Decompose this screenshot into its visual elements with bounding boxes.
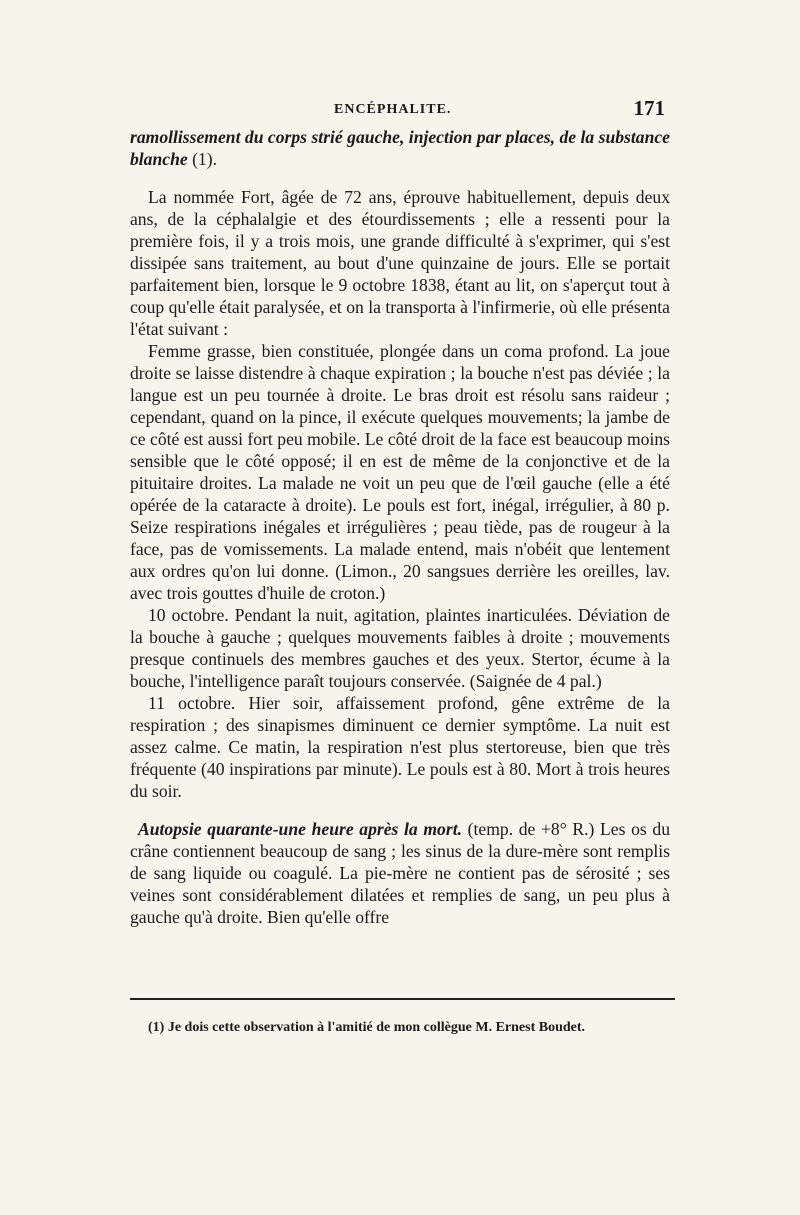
- page-number: 171: [633, 96, 665, 120]
- footnote-reference: (1).: [187, 149, 217, 169]
- paragraph-october-10: 10 octobre. Pendant la nuit, agitation, plaintes inarticulées. Déviation de la bouche à gauche ; quelques mouvements faibles à droite ; mouvements presque continuels des membres gauches et des yeux. Stertor, écume à la bouche, l'intelligence paraît toujours conservée. (Saignée de 4 pal.): [130, 605, 670, 691]
- paragraph-autopsy: [130, 818, 670, 928]
- body-text: [130, 126, 670, 928]
- footnote: (1) Je dois cette observation à l'amitié de mon collègue M. Ernest Boudet.: [148, 1020, 586, 1035]
- autopsy-heading: Autopsie quarante-une heure après la mort.: [138, 819, 462, 839]
- paragraph-initial-state: Femme grasse, bien constituée, plongée dans un coma profond. La joue droite se laisse distendre à chaque expiration ; la bouche n'est pas déviée ; la langue est un peu tournée à droite. Le bras droit est résolu sans raideur ; cependant, quand on la pince, il exécute quelques mouvements; la jambe de ce côté est aussi fort peu mobile. Le côté droit de la face est beaucoup moins sensible que le côté opposé; il en est de même de la conjonctive et de la pituitaire droites. La malade ne voit un peu que de l'œil gauche (elle a été opérée de la cataracte à droite). Le pouls est fort, inégal, irrégulier, à 80 p. Seize respirations inégales et irrégulières ; peau tiède, pas de rougeur à la face, pas de vomissements. La malade entend, mais n'obéit que lentement aux ordres qu'on lui donne. (Limon., 20 sangsues derrière les oreilles, lav. avec trois gouttes d'huile de croton.): [130, 341, 670, 603]
- paragraph-october-11: 11 octobre. Hier soir, affaissement profond, gêne extrême de la respiration ; des sinapismes diminuent ce dernier symptôme. La nuit est assez calme. Ce matin, la respiration n'est plus stertoreuse, bien que très fréquente (40 inspirations par minute). Le pouls est à 80. Mort à trois heures du soir.: [130, 693, 670, 801]
- autopsy-text: (temp. de +8° R.) Les os du crâne contiennent beaucoup de sang ; les sinus de la dure-mère sont remplis de sang liquide ou coagulé. La pie-mère ne contient pas de sérosité ; ses veines sont considérablement dilatées et remplies de sang, un peu plus à gauche qu'à droite. Bien qu'elle offre: [130, 819, 671, 927]
- footnote-divider: [130, 998, 675, 1000]
- observation-title-text: ramollissement du corps strié gauche, injection par places, de la substance blanche: [130, 127, 670, 169]
- page-header: [130, 96, 665, 126]
- paragraph-history: La nommée Fort, âgée de 72 ans, éprouve habituellement, depuis deux ans, de la céphalalgie et des étourdissements ; elle a ressenti pour la première fois, il y a trois mois, une grande difficulté à s'exprimer, qui s'est dissipée sans traitement, au bout d'une quinzaine de jours. Elle se portait parfaitement bien, lorsque le 9 octobre 1838, étant au lit, on s'aperçut tout à coup qu'elle était paralysée, et on la transporta à l'infirmerie, où elle présenta l'état suivant :: [130, 187, 670, 339]
- running-title: ENCÉPHALITE.: [334, 102, 452, 117]
- observation-title: [130, 126, 670, 170]
